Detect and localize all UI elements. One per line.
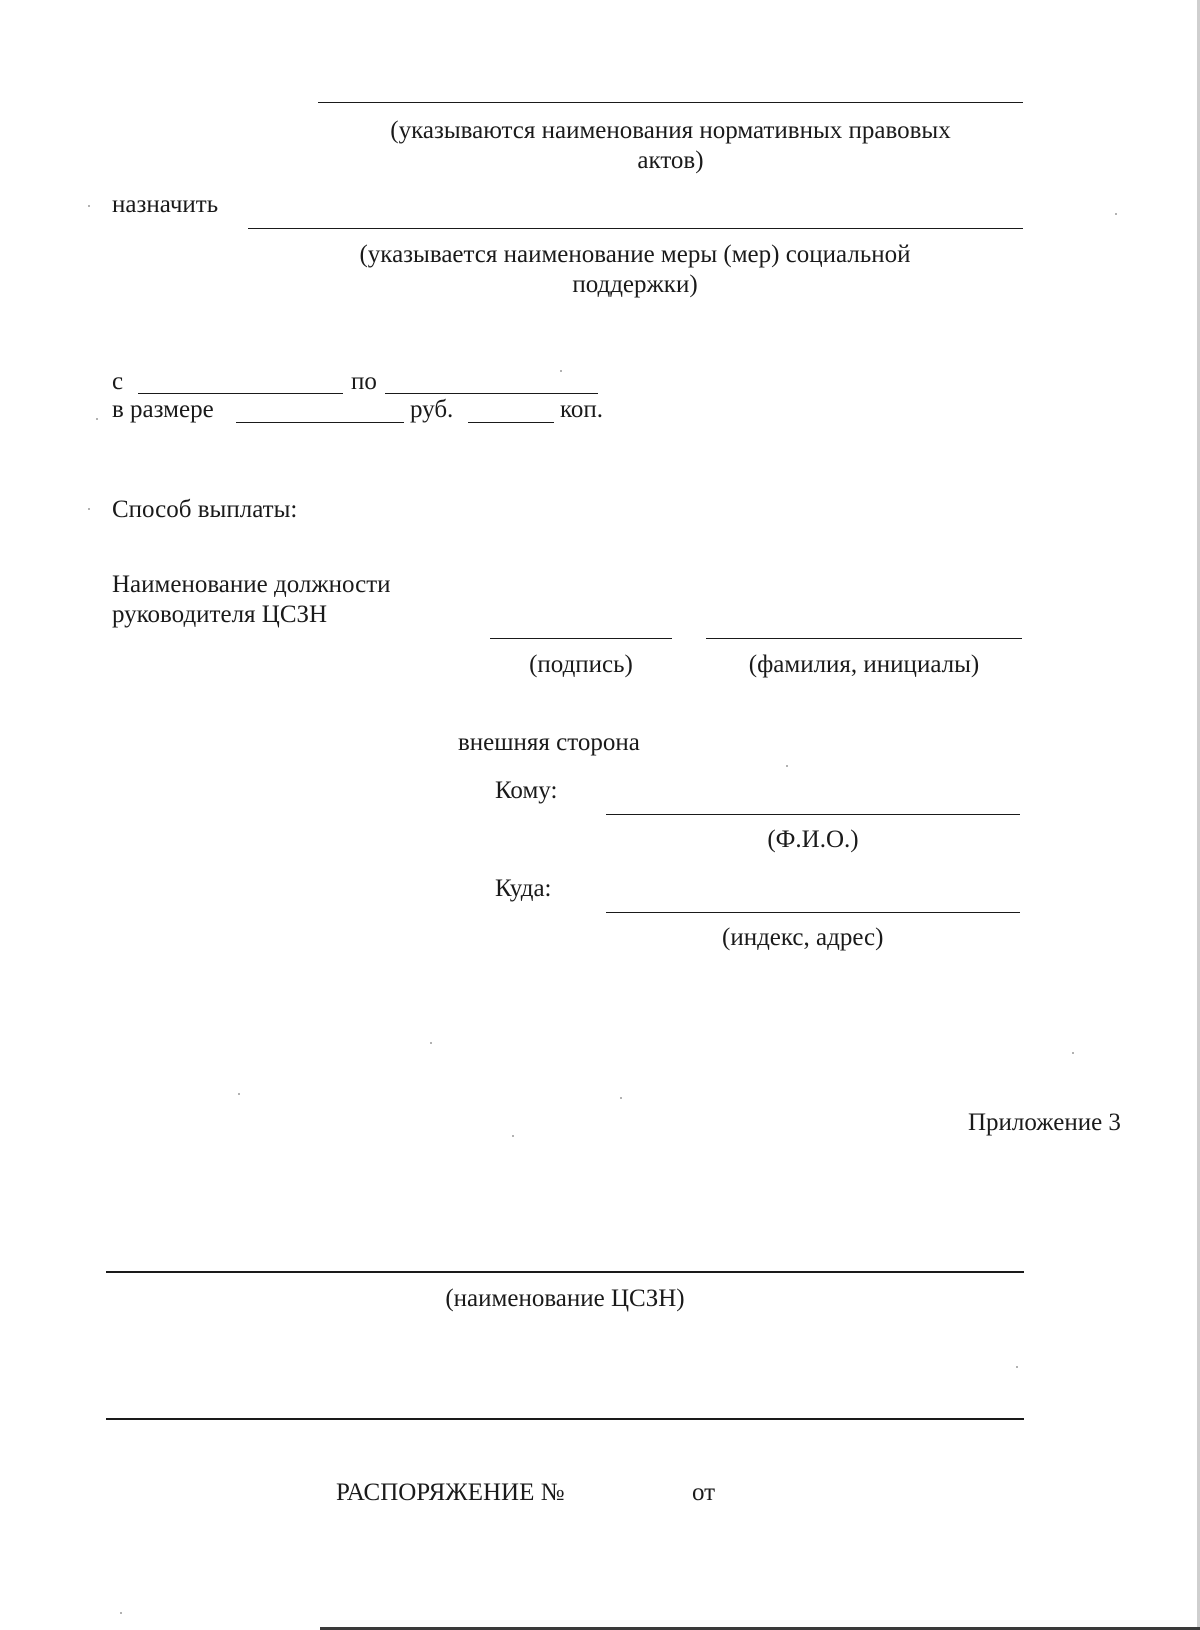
payment-method-label: Способ выплаты: bbox=[112, 496, 298, 523]
where-label: Куда: bbox=[495, 875, 552, 902]
appendix-label: Приложение 3 bbox=[968, 1109, 1121, 1136]
fio-caption: (Ф.И.О.) bbox=[767, 826, 859, 853]
scan-speck bbox=[1115, 213, 1117, 215]
head-position-line1: Наименование должности bbox=[112, 571, 391, 598]
org-name-line bbox=[106, 1271, 1024, 1273]
from-date-field[interactable] bbox=[138, 393, 343, 394]
measure-line bbox=[248, 228, 1023, 229]
assign-label: назначить bbox=[112, 191, 219, 218]
rub-label: руб. bbox=[410, 396, 454, 423]
scan-speck bbox=[560, 370, 562, 372]
order-date-label: от bbox=[692, 1479, 716, 1506]
org-second-line bbox=[106, 1418, 1024, 1420]
address-caption: (индекс, адрес) bbox=[722, 924, 884, 951]
scan-speck bbox=[786, 765, 788, 767]
signature-caption: (подпись) bbox=[529, 651, 633, 678]
name-line[interactable] bbox=[706, 638, 1022, 639]
order-title: РАСПОРЯЖЕНИЕ № bbox=[336, 1479, 565, 1506]
outer-side-label: внешняя сторона bbox=[458, 729, 640, 756]
scan-speck bbox=[1016, 1366, 1018, 1368]
recipient-name-line[interactable] bbox=[606, 814, 1020, 815]
scan-speck bbox=[88, 508, 90, 510]
to-date-field[interactable] bbox=[385, 393, 598, 394]
scan-speck bbox=[1072, 1052, 1074, 1054]
scan-speck bbox=[512, 1135, 514, 1137]
scan-speck bbox=[120, 1612, 122, 1614]
acts-caption-line1: (указываются наименования нормативных правовых bbox=[390, 117, 951, 144]
scan-speck bbox=[430, 1042, 432, 1044]
measure-caption-line1: (указывается наименование меры (мер) социальной bbox=[359, 241, 911, 268]
to-label: по bbox=[351, 368, 377, 395]
scan-speck bbox=[238, 1093, 240, 1095]
kop-field[interactable] bbox=[468, 422, 554, 423]
signature-line[interactable] bbox=[490, 638, 672, 639]
scan-speck bbox=[620, 1097, 622, 1099]
rub-field[interactable] bbox=[236, 422, 404, 423]
from-label: с bbox=[112, 368, 124, 395]
acts-line bbox=[318, 102, 1023, 103]
name-caption: (фамилия, инициалы) bbox=[748, 651, 980, 678]
to-whom-label: Кому: bbox=[495, 777, 558, 804]
scan-speck bbox=[88, 205, 90, 207]
org-name-caption: (наименование ЦСЗН) bbox=[445, 1285, 685, 1312]
measure-caption-line2: поддержки) bbox=[572, 271, 698, 298]
acts-caption-line2: актов) bbox=[637, 147, 704, 174]
address-line[interactable] bbox=[606, 912, 1020, 913]
head-position-line2: руководителя ЦСЗН bbox=[112, 601, 328, 628]
scan-speck bbox=[96, 418, 98, 420]
amount-label: в размере bbox=[112, 396, 214, 423]
kop-label: коп. bbox=[560, 396, 604, 423]
